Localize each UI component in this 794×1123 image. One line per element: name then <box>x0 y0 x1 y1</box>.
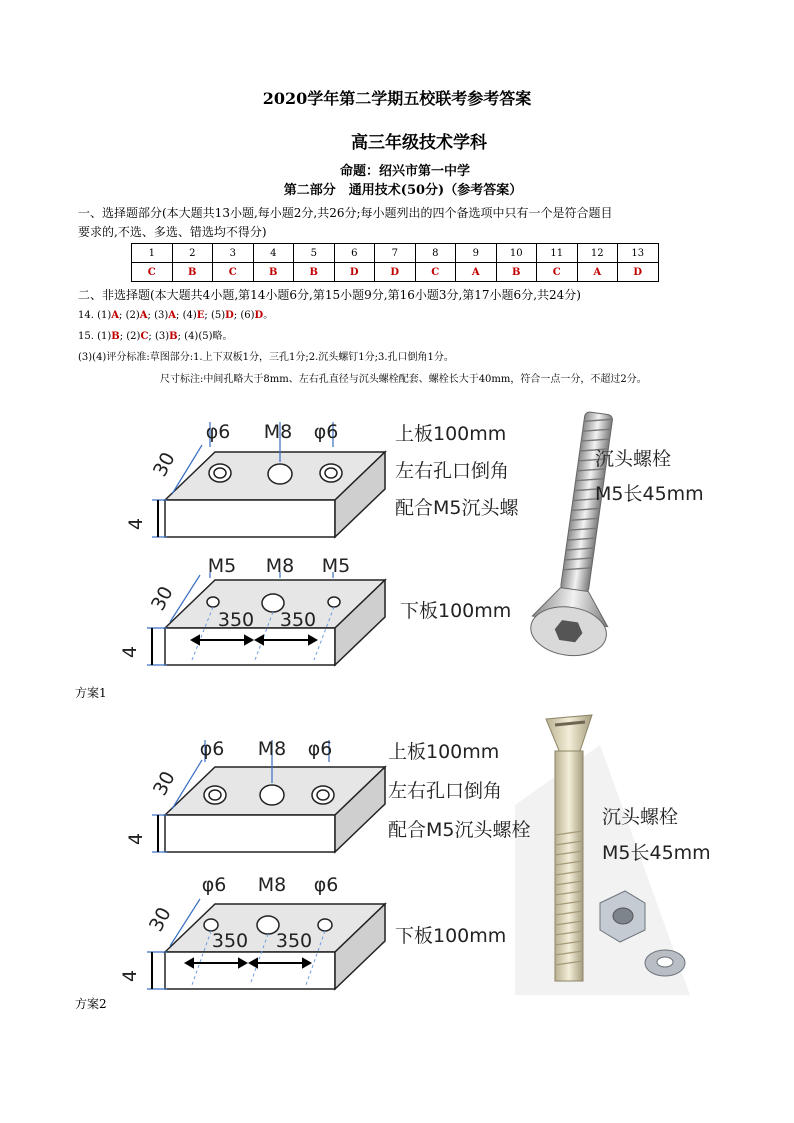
answer-cell: B <box>253 263 294 282</box>
plate-note: 上板100mm <box>395 423 507 445</box>
plate-note: 上板100mm <box>388 741 500 763</box>
question-number: 8 <box>415 244 456 263</box>
question-number: 3 <box>213 244 254 263</box>
scheme1-label: 方案1 <box>75 686 107 700</box>
height-dimension: 4 <box>119 969 141 982</box>
answer-cell: B <box>294 263 335 282</box>
author-line: 命题：绍兴市第一中学 <box>339 164 470 179</box>
lower-plate-note: 下板100mm <box>400 600 512 622</box>
width-dimension: 30 <box>148 448 180 481</box>
hole-label: φ6 <box>307 738 333 760</box>
lower-plate <box>165 580 385 665</box>
countersunk-hole <box>204 786 226 804</box>
answer-cell: C <box>213 263 254 282</box>
plate-note: 配合M5沉头螺 <box>395 497 519 519</box>
washer-image <box>645 950 685 976</box>
scheme1-figure <box>0 400 794 700</box>
question-number: 4 <box>253 244 294 263</box>
question-number: 5 <box>294 244 335 263</box>
question-number: 10 <box>496 244 537 263</box>
answer-line-q14: 14. (1)A; (2)A; (3)A; (4)E; (5)D; (6)D。 <box>78 310 274 321</box>
document-subtitle: 高三年级技术学科 <box>351 133 487 153</box>
hole-label: φ6 <box>313 874 339 896</box>
spacing-dimension: 350 <box>211 930 249 952</box>
part1-intro-line2: 要求的,不选、多选、错选均不得分) <box>78 225 267 239</box>
scheme2-figure <box>0 705 794 1005</box>
countersunk-hole <box>209 464 231 482</box>
question-number: 9 <box>456 244 497 263</box>
bolt-note: M5长45mm <box>602 842 711 864</box>
threaded-hole <box>328 597 340 607</box>
answer-cell: C <box>415 263 456 282</box>
part2-intro: 二、非选择题(本大题共4小题,第14小题6分,第15小题9分,第16小题3分,第17小题6分,共24分) <box>78 288 581 302</box>
spacing-dimension: 350 <box>217 609 255 631</box>
through-hole <box>318 919 332 931</box>
countersunk-hole <box>312 786 334 804</box>
hole-label: φ6 <box>199 738 225 760</box>
scoring-criteria-sketch: (3)(4)评分标准:草图部分:1.上下双板1分，三孔1分;2.沉头螺钉1分;3.孔口倒角1分。 <box>78 352 454 363</box>
bolt-note: 沉头螺栓 <box>595 448 672 470</box>
answer-table <box>131 243 659 282</box>
answer-cell: C <box>132 263 173 282</box>
answer-line-q15: 15. (1)B; (2)C; (3)B; (4)(5)略。 <box>78 331 233 342</box>
answer-cell: B <box>172 263 213 282</box>
answer-cell: A <box>577 263 618 282</box>
hole-label: M5 <box>321 555 351 577</box>
answer-cell: D <box>618 263 659 282</box>
hole-label: M8 <box>257 738 287 760</box>
width-dimension: 30 <box>148 767 180 800</box>
center-hole <box>260 785 284 805</box>
question-number: 12 <box>577 244 618 263</box>
answer-cell: B <box>496 263 537 282</box>
lower-plate-note: 下板100mm <box>395 925 507 947</box>
section-heading: 第二部分 通用技术(50分)（参考答案） <box>283 183 523 198</box>
upper-plate <box>165 767 385 852</box>
height-dimension: 4 <box>125 832 147 845</box>
width-dimension: 30 <box>146 582 178 615</box>
plate-note: 左右孔口倒角 <box>395 460 510 482</box>
upper-plate <box>165 452 385 537</box>
document-title: 2020学年第二学期五校联考参考答案 <box>262 89 532 108</box>
hole-label: M8 <box>265 555 295 577</box>
part1-intro-line1: 一、选择题部分(本大题共13小题,每小题2分,共26分;每小题列出的四个备选项中只有一个是符合题目 <box>78 206 613 220</box>
threaded-hole <box>207 597 219 607</box>
question-number: 2 <box>172 244 213 263</box>
scheme2-label: 方案2 <box>75 997 107 1011</box>
question-number: 13 <box>618 244 659 263</box>
answer-cell: A <box>456 263 497 282</box>
hole-label: M5 <box>207 555 237 577</box>
scoring-criteria-dimensions: 尺寸标注:中间孔略大于8mm、左右孔直径与沉头螺栓配套、螺栓长大于40mm，符合一点一分，不超过2分。 <box>160 374 647 385</box>
hex-socket-bolt-image <box>528 408 637 660</box>
hole-label: M8 <box>263 421 293 443</box>
plate-note: 左右孔口倒角 <box>388 780 503 802</box>
center-hole <box>268 464 292 484</box>
bolt-note: M5长45mm <box>595 483 704 505</box>
width-dimension: 30 <box>144 903 176 936</box>
hole-label: φ6 <box>313 421 339 443</box>
hole-label: M8 <box>257 874 287 896</box>
question-number: 7 <box>375 244 416 263</box>
answer-cell: D <box>375 263 416 282</box>
height-dimension: 4 <box>119 645 141 658</box>
height-dimension: 4 <box>125 517 147 530</box>
answer-letter-row <box>132 263 659 282</box>
bolt-note: 沉头螺栓 <box>602 806 679 828</box>
answer-cell: D <box>334 263 375 282</box>
answer-number-row <box>132 244 659 263</box>
spacing-dimension: 350 <box>275 930 313 952</box>
spacing-dimension: 350 <box>279 609 317 631</box>
question-number: 6 <box>334 244 375 263</box>
question-number: 1 <box>132 244 173 263</box>
plate-note: 配合M5沉头螺栓 <box>388 819 531 841</box>
hole-label: φ6 <box>201 874 227 896</box>
answer-cell: C <box>537 263 578 282</box>
hole-label: φ6 <box>205 421 231 443</box>
question-number: 11 <box>537 244 578 263</box>
countersunk-hole <box>320 464 342 482</box>
